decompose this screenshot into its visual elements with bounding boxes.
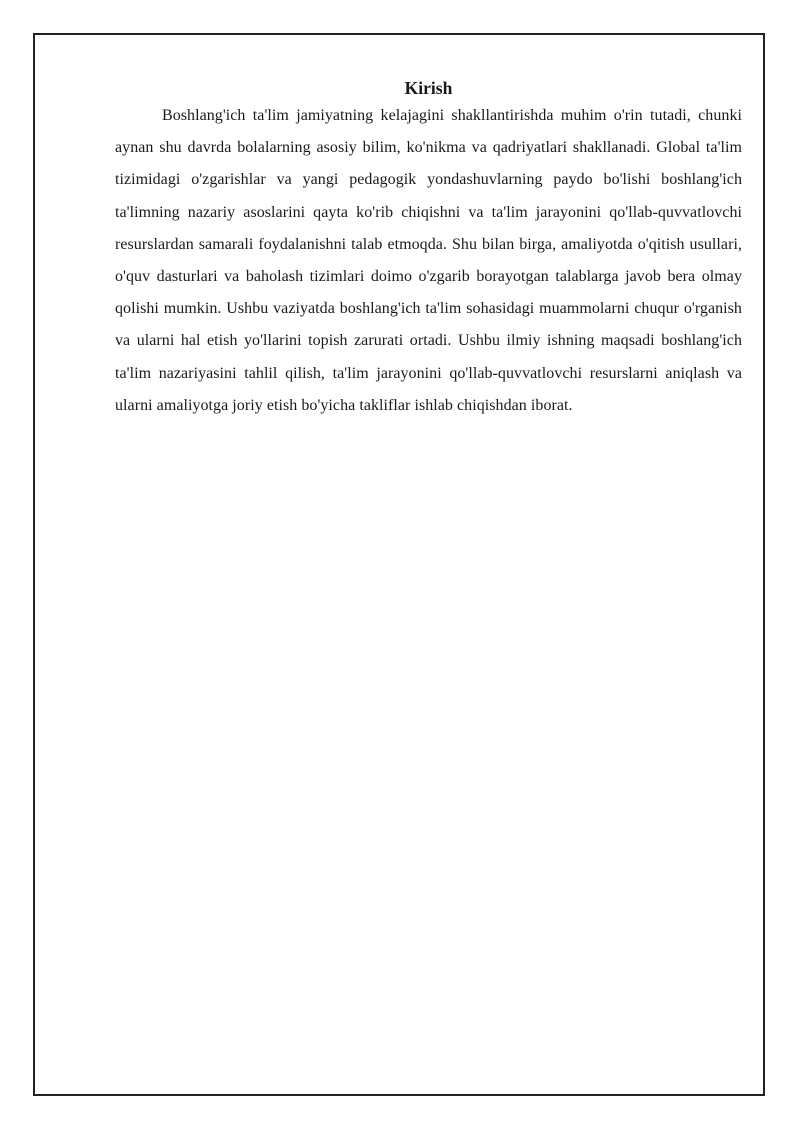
document-title: Kirish <box>404 78 453 98</box>
body-paragraph: Boshlang'ich ta'lim jamiyatning kelajagini shakllantirishda muhim o'rin tutadi, chunki aynan shu davrda bolalarning asosiy bilim, ko'nikma va qadriyatlari shakllanadi. Global ta'lim tizimidagi o'zgarishlar va yangi pedagogik yondashuvlarning paydo bo'lishi boshlang'ich ta'limning nazariy asoslarini qayta ko'rib chiqishni va ta'lim jarayonini qo'llab-quvvatlovchi resurslardan samarali foydalanishni talab etmoqda. Shu bilan birga, amaliyotda o'qitish usullari, o'quv dasturlari va baholash tizimlari doimo o'zgarib borayotgan talablarga javob bera olmay qolishi mumkin. Ushbu vaziyatda boshlang'ich ta'lim sohasidagi muammolarni chuqur o'rganish va ularni hal etish yo'llarini topish zarurati ortadi. Ushbu ilmiy ishning maqsadi boshlang'ich ta'lim nazariyasini tahlil qilish, ta'lim jarayonini qo'llab-quvvatlovchi resurslarni aniqlash va ularni amaliyotga joriy etish bo'yicha takliflar ishlab chiqishdan iborat. <box>115 107 742 414</box>
document-content <box>115 76 742 422</box>
